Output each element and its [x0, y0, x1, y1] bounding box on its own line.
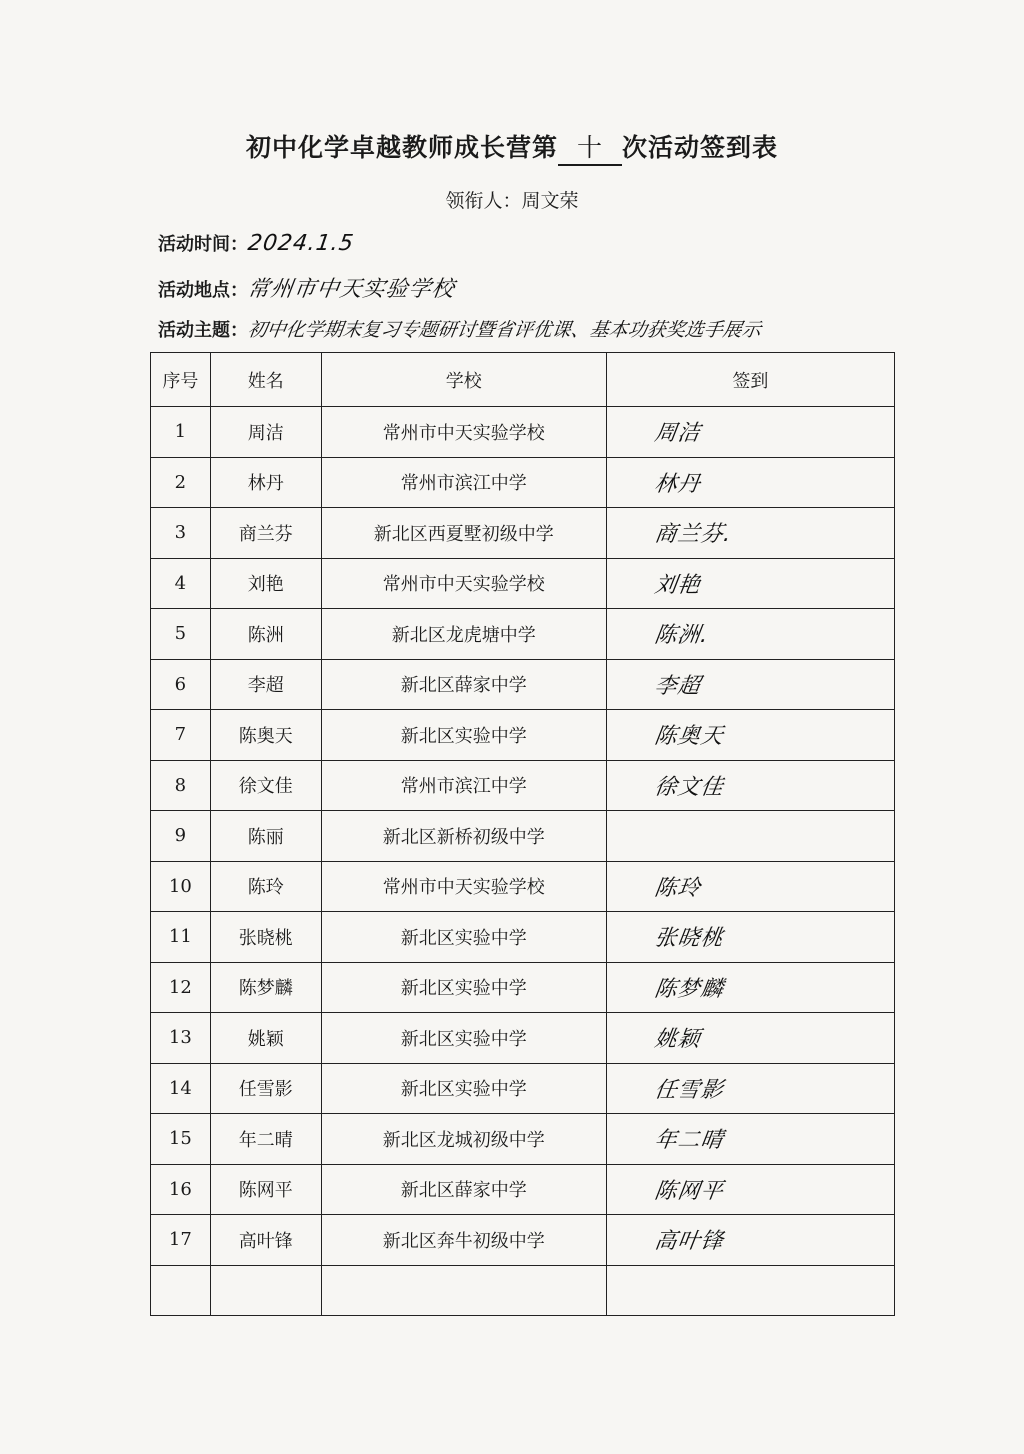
row-school-cell: 新北区龙虎塘中学 — [321, 609, 606, 660]
row-name-cell: 陈丽 — [210, 811, 321, 862]
activity-topic-label: 活动主题： — [158, 320, 248, 341]
handwritten-signature: 陈网平 — [652, 1178, 726, 1204]
row-number-cell — [151, 1265, 211, 1316]
table-row — [151, 962, 895, 1013]
row-school-cell: 新北区薛家中学 — [321, 1164, 606, 1215]
handwritten-signature: 陈洲. — [652, 623, 711, 649]
sheet-title — [0, 128, 1024, 166]
row-school-cell: 新北区奔牛初级中学 — [321, 1215, 606, 1266]
row-signature-cell — [606, 1215, 894, 1266]
row-signature-cell — [606, 1013, 894, 1064]
row-school-cell — [321, 1265, 606, 1316]
header-signature: 签到 — [606, 353, 894, 407]
handwritten-signature: 徐文佳 — [652, 774, 726, 800]
row-signature-cell — [606, 861, 894, 912]
handwritten-signature: 姚颖 — [652, 1027, 703, 1053]
table-header-row — [151, 353, 895, 407]
row-name-cell: 姚颖 — [210, 1013, 321, 1064]
row-name-cell: 商兰芬 — [210, 508, 321, 559]
row-signature-cell — [606, 558, 894, 609]
row-name-cell: 陈网平 — [210, 1164, 321, 1215]
row-name-cell: 张晓桃 — [210, 912, 321, 963]
activity-topic-value: 初中化学期末复习专题研讨暨省评优课、基本功获奖选手展示 — [246, 319, 763, 341]
row-name-cell: 刘艳 — [210, 558, 321, 609]
row-signature-cell — [606, 962, 894, 1013]
table-row — [151, 760, 895, 811]
row-school-cell: 常州市滨江中学 — [321, 457, 606, 508]
table-row — [151, 1114, 895, 1165]
row-signature-cell — [606, 811, 894, 862]
row-name-cell: 高叶锋 — [210, 1215, 321, 1266]
row-school-cell: 新北区实验中学 — [321, 710, 606, 761]
activity-topic-row — [158, 315, 761, 342]
activity-place-row — [158, 272, 455, 303]
handwritten-signature: 李超 — [652, 673, 703, 699]
row-number-cell: 13 — [151, 1013, 211, 1064]
table-row — [151, 710, 895, 761]
row-number-cell: 14 — [151, 1063, 211, 1114]
row-signature-cell — [606, 1164, 894, 1215]
row-school-cell: 常州市滨江中学 — [321, 760, 606, 811]
row-number-cell: 1 — [151, 407, 211, 458]
table-row — [151, 558, 895, 609]
row-name-cell: 徐文佳 — [210, 760, 321, 811]
table-row — [151, 609, 895, 660]
row-signature-cell — [606, 457, 894, 508]
row-school-cell: 新北区西夏墅初级中学 — [321, 508, 606, 559]
row-school-cell: 新北区薛家中学 — [321, 659, 606, 710]
title-prefix: 初中化学卓越教师成长营第 — [245, 133, 558, 162]
row-school-cell: 新北区龙城初级中学 — [321, 1114, 606, 1165]
row-number-cell: 12 — [151, 962, 211, 1013]
handwritten-signature: 高叶锋 — [652, 1229, 726, 1255]
row-number-cell: 8 — [151, 760, 211, 811]
table-row — [151, 1215, 895, 1266]
row-name-cell: 任雪影 — [210, 1063, 321, 1114]
table-row — [151, 811, 895, 862]
row-name-cell: 陈洲 — [210, 609, 321, 660]
activity-place-value: 常州市中天实验学校 — [245, 277, 457, 302]
table-row — [151, 508, 895, 559]
handwritten-signature: 周洁 — [652, 421, 703, 447]
row-name-cell: 陈梦麟 — [210, 962, 321, 1013]
row-school-cell: 常州市中天实验学校 — [321, 407, 606, 458]
row-name-cell: 周洁 — [210, 407, 321, 458]
row-signature-cell — [606, 609, 894, 660]
row-number-cell: 17 — [151, 1215, 211, 1266]
activity-place-label: 活动地点： — [158, 280, 248, 301]
handwritten-signature: 年二晴 — [652, 1128, 726, 1154]
table-row — [151, 912, 895, 963]
handwritten-signature: 张晓桃 — [652, 926, 726, 952]
row-school-cell: 新北区实验中学 — [321, 912, 606, 963]
table-row — [151, 407, 895, 458]
row-school-cell: 新北区新桥初级中学 — [321, 811, 606, 862]
row-school-cell: 常州市中天实验学校 — [321, 861, 606, 912]
row-number-cell: 15 — [151, 1114, 211, 1165]
row-number-cell: 4 — [151, 558, 211, 609]
row-signature-cell — [606, 710, 894, 761]
row-name-cell: 李超 — [210, 659, 321, 710]
row-signature-cell — [606, 508, 894, 559]
row-number-cell: 3 — [151, 508, 211, 559]
row-school-cell: 新北区实验中学 — [321, 962, 606, 1013]
row-school-cell: 新北区实验中学 — [321, 1013, 606, 1064]
handwritten-signature: 陈梦麟 — [652, 976, 726, 1002]
row-name-cell: 陈奥天 — [210, 710, 321, 761]
leader-line: 领衔人：周文荣 — [445, 190, 579, 212]
header-name: 姓名 — [210, 353, 321, 407]
row-number-cell: 11 — [151, 912, 211, 963]
session-number: 十 — [558, 128, 622, 166]
row-number-cell: 2 — [151, 457, 211, 508]
row-signature-cell — [606, 407, 894, 458]
table-row — [151, 1265, 895, 1316]
row-number-cell: 7 — [151, 710, 211, 761]
header-number: 序号 — [151, 353, 211, 407]
table-row — [151, 457, 895, 508]
table-row — [151, 659, 895, 710]
handwritten-signature: 商兰芬. — [652, 522, 734, 548]
row-signature-cell — [606, 659, 894, 710]
row-number-cell: 10 — [151, 861, 211, 912]
row-name-cell: 年二晴 — [210, 1114, 321, 1165]
handwritten-signature: 刘艳 — [652, 572, 703, 598]
activity-time-label: 活动时间： — [158, 234, 248, 255]
row-number-cell: 9 — [151, 811, 211, 862]
handwritten-signature: 陈奥天 — [652, 724, 726, 750]
handwritten-signature: 陈玲 — [652, 875, 703, 901]
row-signature-cell — [606, 760, 894, 811]
row-number-cell: 16 — [151, 1164, 211, 1215]
header-school: 学校 — [321, 353, 606, 407]
row-school-cell: 新北区实验中学 — [321, 1063, 606, 1114]
table-row — [151, 1063, 895, 1114]
activity-time-row — [158, 230, 354, 256]
handwritten-signature: 林丹 — [652, 471, 703, 497]
title-suffix: 次活动签到表 — [622, 133, 779, 162]
handwritten-signature: 任雪影 — [652, 1077, 726, 1103]
row-signature-cell — [606, 1114, 894, 1165]
row-name-cell — [210, 1265, 321, 1316]
row-name-cell: 陈玲 — [210, 861, 321, 912]
row-signature-cell — [606, 1063, 894, 1114]
table-row — [151, 1164, 895, 1215]
table-row — [151, 861, 895, 912]
row-number-cell: 5 — [151, 609, 211, 660]
row-school-cell: 常州市中天实验学校 — [321, 558, 606, 609]
attendance-table — [150, 352, 895, 1316]
activity-time-value: 2024.1.5 — [246, 231, 356, 256]
table-row — [151, 1013, 895, 1064]
row-signature-cell — [606, 912, 894, 963]
row-name-cell: 林丹 — [210, 457, 321, 508]
row-signature-cell — [606, 1265, 894, 1316]
row-number-cell: 6 — [151, 659, 211, 710]
